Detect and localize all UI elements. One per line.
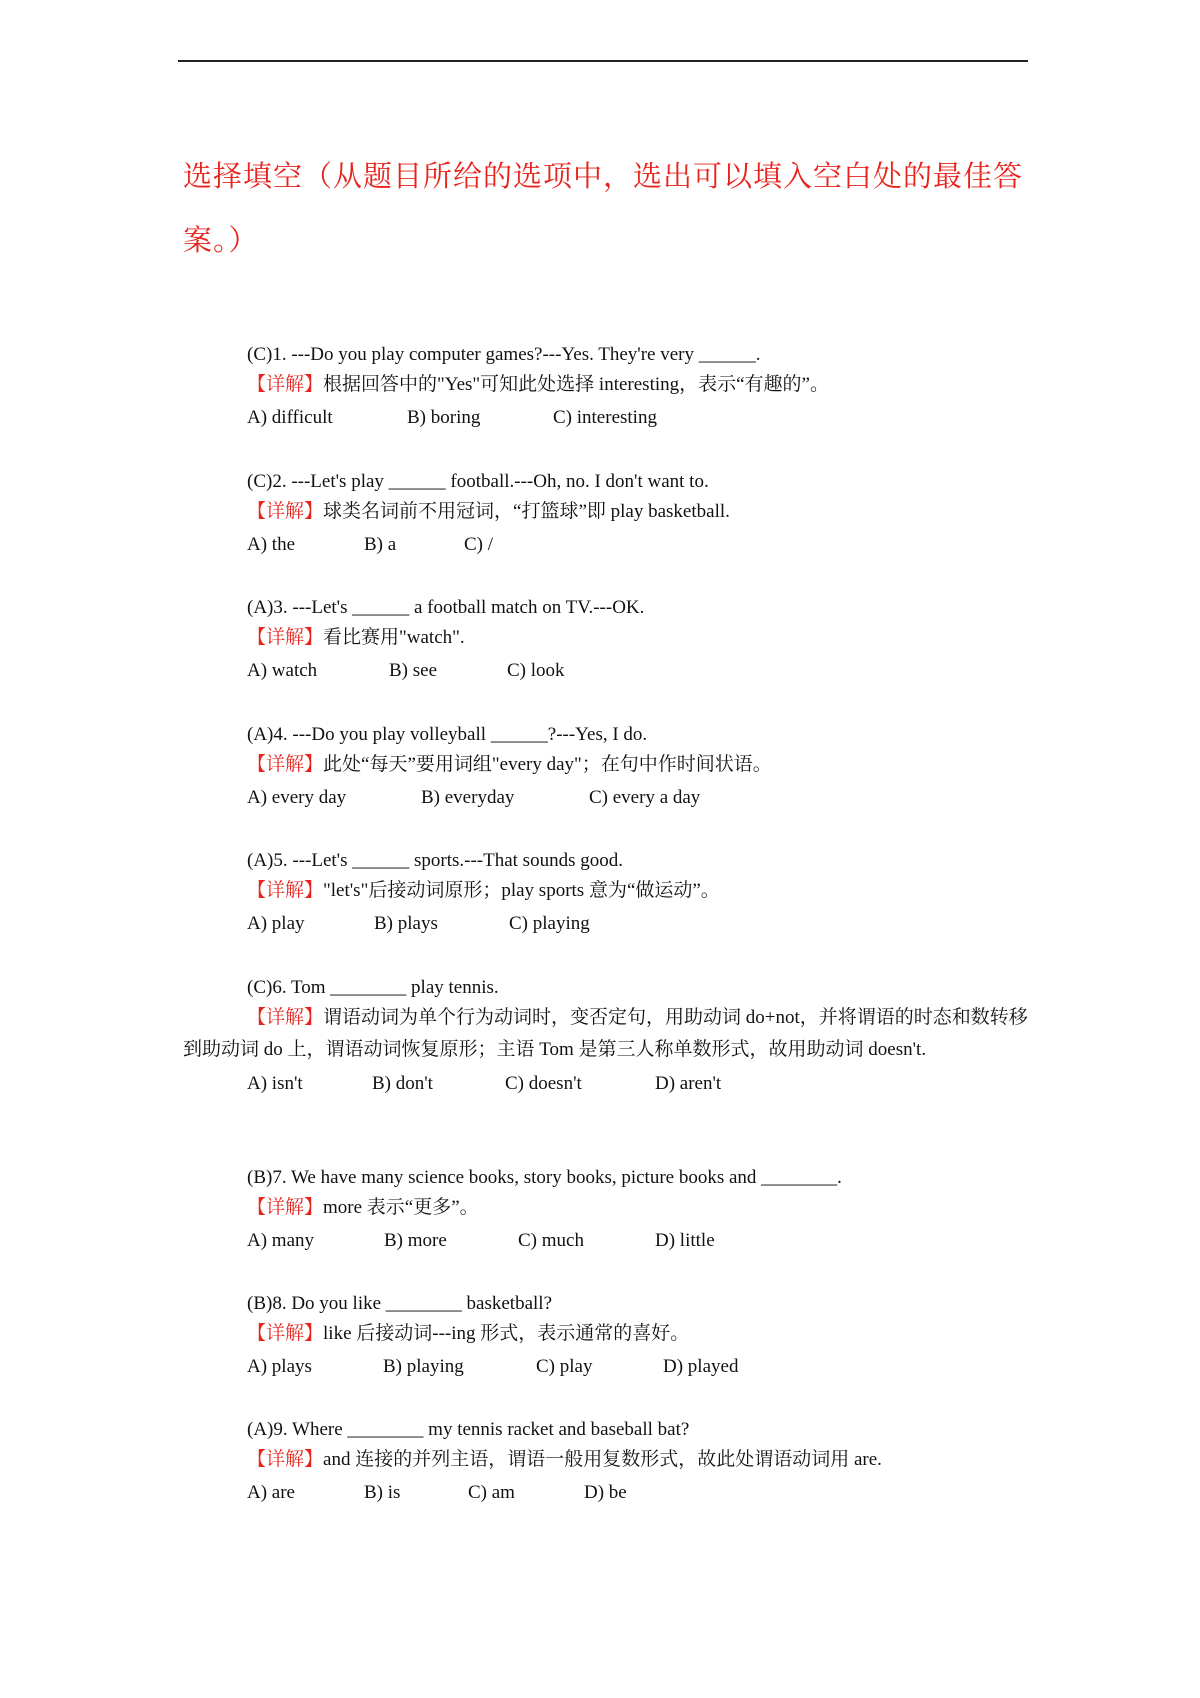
answer-options <box>183 1069 1028 1099</box>
question-stem: (A)5. ---Let's ______ sports.---That sounds good. <box>247 850 623 871</box>
option-a: A) isn't <box>247 1073 303 1094</box>
explanation-tag: 【详解】 <box>247 1449 324 1470</box>
option-d: D) aren't <box>655 1073 722 1094</box>
option-a: A) every day <box>247 787 347 808</box>
question-stem: (A)4. ---Do you play volleyball ______?---Yes, I do. <box>247 724 648 745</box>
header-rule <box>178 60 1028 62</box>
question-item-6 <box>183 973 1028 1099</box>
answer-options <box>183 403 1028 433</box>
option-c: C) much <box>518 1230 584 1251</box>
question-explanation <box>183 1445 1028 1475</box>
question-stem: (A)9. Where ________ my tennis racket and baseball bat? <box>247 1419 690 1440</box>
option-c: C) interesting <box>553 407 657 428</box>
option-b: B) see <box>389 660 438 681</box>
option-b: B) is <box>364 1482 401 1503</box>
question-stem: (C)2. ---Let's play ______ football.---Oh, no. I don't want to. <box>247 471 709 492</box>
question-stem: (B)7. We have many science books, story books, picture books and ________. <box>247 1167 842 1188</box>
explanation-text: 谓语动词为单个行为动词时，变否定句，用助动词 do+not，并将谓语的时态和数转移到助动词 do 上，谓语动词恢复原形；主语 Tom 是第三人称单数形式，故用助动词 doesn't. <box>183 1007 1028 1060</box>
option-a: A) play <box>247 913 305 934</box>
question-explanation <box>183 370 1028 400</box>
question-explanation <box>183 876 1028 906</box>
option-c: C) play <box>536 1356 593 1377</box>
option-d: D) played <box>663 1356 739 1377</box>
question-item-4 <box>183 720 1028 813</box>
explanation-tag: 【详解】 <box>247 1323 324 1344</box>
question-explanation <box>183 750 1028 780</box>
question-item-1 <box>183 340 1028 433</box>
question-stem: (C)1. ---Do you play computer games?---Yes. They're very ______. <box>247 344 761 365</box>
question-stem: (C)6. Tom ________ play tennis. <box>247 977 499 998</box>
option-a: A) difficult <box>247 407 333 428</box>
option-c: C) doesn't <box>505 1073 582 1094</box>
answer-options <box>183 1226 1028 1256</box>
answer-options <box>183 656 1028 686</box>
question-explanation <box>183 1193 1028 1223</box>
explanation-tag: 【详解】 <box>247 627 324 648</box>
explanation-tag: 【详解】 <box>247 501 324 522</box>
question-item-7 <box>183 1163 1028 1256</box>
question-item-3 <box>183 593 1028 686</box>
option-a: A) many <box>247 1230 315 1251</box>
explanation-text: 球类名词前不用冠词，“打篮球”即 play basketball. <box>323 501 730 522</box>
explanation-tag: 【详解】 <box>247 1197 324 1218</box>
question-explanation <box>183 623 1028 653</box>
option-b: B) everyday <box>421 787 515 808</box>
explanation-tag: 【详解】 <box>247 1007 324 1028</box>
explanation-text: more 表示“更多”。 <box>323 1197 479 1218</box>
option-a: A) are <box>247 1482 295 1503</box>
question-explanation <box>183 1002 1028 1066</box>
explanation-tag: 【详解】 <box>247 754 324 775</box>
option-d: D) be <box>584 1482 627 1503</box>
option-c: C) am <box>468 1482 515 1503</box>
option-b: B) playing <box>383 1356 464 1377</box>
question-item-9 <box>183 1415 1028 1508</box>
answer-options <box>183 1478 1028 1508</box>
question-item-8 <box>183 1289 1028 1382</box>
answer-options <box>183 530 1028 560</box>
option-b: B) don't <box>372 1073 433 1094</box>
answer-options <box>183 909 1028 939</box>
explanation-text: 此处“每天”要用词组"every day"；在句中作时间状语。 <box>323 754 772 775</box>
question-stem: (A)3. ---Let's ______ a football match on TV.---OK. <box>247 597 645 618</box>
option-b: B) more <box>384 1230 447 1251</box>
answer-options <box>183 1352 1028 1382</box>
explanation-text: 根据回答中的"Yes"可知此处选择 interesting，表示“有趣的”。 <box>323 374 829 395</box>
question-explanation <box>183 1319 1028 1349</box>
option-a: A) plays <box>247 1356 312 1377</box>
option-c: C) every a day <box>589 787 701 808</box>
question-explanation <box>183 497 1028 527</box>
option-b: B) plays <box>374 913 438 934</box>
explanation-tag: 【详解】 <box>247 880 324 901</box>
explanation-text: 看比赛用"watch". <box>323 627 465 648</box>
option-c: C) / <box>464 534 494 555</box>
explanation-text: and 连接的并列主语，谓语一般用复数形式，故此处谓语动词用 are. <box>323 1449 882 1470</box>
option-a: A) watch <box>247 660 318 681</box>
explanation-tag: 【详解】 <box>247 374 324 395</box>
option-b: B) a <box>364 534 397 555</box>
option-c: C) playing <box>509 913 590 934</box>
explanation-text: "let's"后接动词原形；play sports 意为“做运动”。 <box>323 880 720 901</box>
section-heading: 选择填空（从题目所给的选项中，选出可以填入空白处的最佳答案。） <box>183 161 1024 257</box>
explanation-text: like 后接动词---ing 形式，表示通常的喜好。 <box>323 1323 690 1344</box>
question-item-5 <box>183 846 1028 939</box>
question-stem: (B)8. Do you like ________ basketball? <box>247 1293 553 1314</box>
option-b: B) boring <box>407 407 481 428</box>
option-c: C) look <box>507 660 565 681</box>
option-a: A) the <box>247 534 296 555</box>
answer-options <box>183 783 1028 813</box>
option-d: D) little <box>655 1230 715 1251</box>
question-item-2 <box>183 467 1028 560</box>
